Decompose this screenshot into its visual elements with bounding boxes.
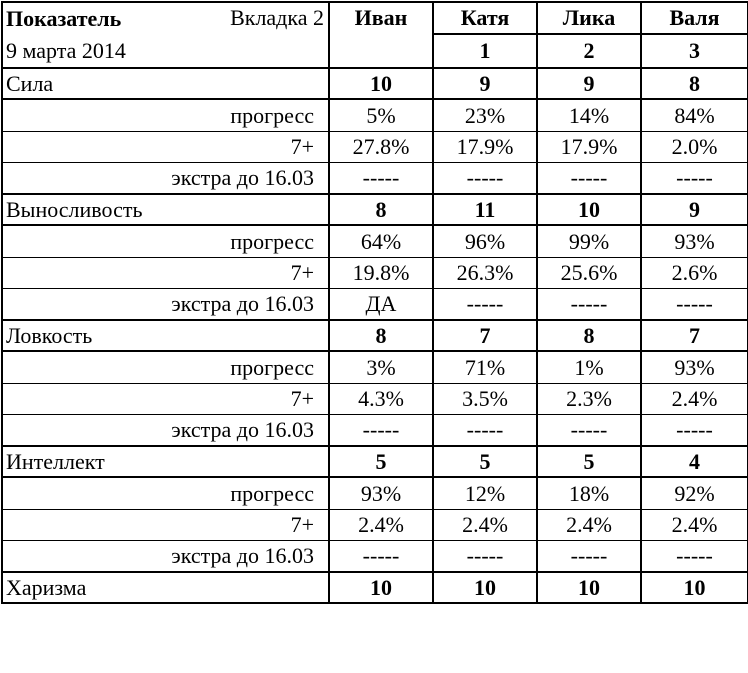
sub-row-value: 2.4% [641, 384, 748, 415]
group-name: Ловкость [2, 320, 329, 351]
group-row [2, 572, 748, 603]
group-value: 10 [537, 572, 641, 603]
sub-row-value: 14% [537, 99, 641, 132]
sub-row-value: 3.5% [433, 384, 537, 415]
group-row [2, 446, 748, 477]
stats-table [1, 1, 748, 604]
group-value: 7 [433, 320, 537, 351]
sub-row-value: ----- [641, 163, 748, 195]
sub-row-value: 93% [641, 225, 748, 258]
sub-row [2, 384, 748, 415]
group-row [2, 320, 748, 351]
group-row [2, 68, 748, 99]
group-value: 11 [433, 194, 537, 225]
group-value: 9 [433, 68, 537, 99]
sub-row [2, 163, 748, 195]
sub-row-value: 17.9% [537, 132, 641, 163]
group-name: Харизма [6, 574, 87, 600]
header-number-valya: 3 [641, 34, 748, 68]
sub-row-value: ----- [537, 163, 641, 195]
sub-row-value: ----- [433, 415, 537, 447]
sub-row-value: 27.8% [329, 132, 433, 163]
group-value: 9 [641, 194, 748, 225]
group-value: 5 [329, 446, 433, 477]
group-value: 10 [641, 572, 748, 603]
sub-row-value: ----- [329, 541, 433, 573]
sub-row-value: 25.6% [537, 258, 641, 289]
group-value: 8 [329, 320, 433, 351]
header-title-cell [2, 2, 329, 34]
sub-row-value: 93% [329, 477, 433, 510]
sub-row-label: экстра до 16.03 [2, 541, 329, 573]
sub-row [2, 477, 748, 510]
sub-row-value: 96% [433, 225, 537, 258]
group-name: Интеллект [2, 446, 329, 477]
sub-row-label: экстра до 16.03 [2, 163, 329, 195]
sub-row-value: 26.3% [433, 258, 537, 289]
group-value: 4 [641, 446, 748, 477]
sub-row [2, 132, 748, 163]
sub-row-label: прогресс [230, 480, 314, 506]
header-name-valya: Валя [641, 2, 748, 34]
sub-row-value: 18% [537, 477, 641, 510]
group-value: 10 [433, 572, 537, 603]
sub-row-value: ----- [641, 289, 748, 321]
header-number-lika: 2 [537, 34, 641, 68]
group-value: 5 [433, 446, 537, 477]
header-number-katya: 1 [433, 34, 537, 68]
sub-row-value: 17.9% [433, 132, 537, 163]
sub-row [2, 258, 748, 289]
sub-row-value: ----- [433, 289, 537, 321]
group-value: 5 [537, 446, 641, 477]
sub-row-value: 2.4% [641, 510, 748, 541]
sub-row [2, 541, 748, 573]
header-title: Показатель [6, 5, 122, 31]
sub-row-value: 23% [433, 99, 537, 132]
sub-row-value: ----- [433, 541, 537, 573]
sub-row-value: 5% [329, 99, 433, 132]
group-value: 8 [329, 194, 433, 225]
header-name-ivan: Иван [329, 2, 433, 68]
sub-row-value: 92% [641, 477, 748, 510]
group-value: 8 [641, 68, 748, 99]
sub-row-label: прогресс [230, 228, 314, 254]
sub-row-value: 99% [537, 225, 641, 258]
group-value: 10 [329, 68, 433, 99]
sub-row-label: экстра до 16.03 [2, 415, 329, 447]
sub-row-value: 84% [641, 99, 748, 132]
header-row-names [2, 2, 748, 34]
sub-row-value: 2.6% [641, 258, 748, 289]
sub-row-label: экстра до 16.03 [2, 289, 329, 321]
sub-row-value: 2.4% [433, 510, 537, 541]
sub-row [2, 289, 748, 321]
sub-row [2, 351, 748, 384]
sub-row-value: 2.0% [641, 132, 748, 163]
sub-row [2, 99, 748, 132]
sub-row-value: 71% [433, 351, 537, 384]
sub-row-value: ----- [329, 163, 433, 195]
sub-row-value: ----- [433, 163, 537, 195]
sub-row [2, 415, 748, 447]
sub-row-value: ----- [641, 415, 748, 447]
sub-row-value: ----- [537, 415, 641, 447]
group-value: 10 [537, 194, 641, 225]
header-name-lika: Лика [537, 2, 641, 34]
sub-row-value: 3% [329, 351, 433, 384]
sub-row [2, 225, 748, 258]
sub-row-label: 7+ [2, 510, 329, 541]
sub-row-value: 12% [433, 477, 537, 510]
sub-row-value: ДА [329, 289, 433, 321]
sub-row-value: 19.8% [329, 258, 433, 289]
sub-row-value: ----- [537, 289, 641, 321]
group-value: 7 [641, 320, 748, 351]
sub-row-value: 2.4% [537, 510, 641, 541]
sub-row-label: 7+ [2, 132, 329, 163]
header-tab: Вкладка 2 [230, 5, 324, 30]
sub-row-value: 93% [641, 351, 748, 384]
sub-row-value: ----- [329, 415, 433, 447]
sub-row-value: 4.3% [329, 384, 433, 415]
group-name: Сила [2, 68, 329, 99]
group-value: 9 [537, 68, 641, 99]
group-value: 8 [537, 320, 641, 351]
sub-row-value: 2.4% [329, 510, 433, 541]
group-name: Выносливость [2, 194, 329, 225]
sub-row-value: ----- [641, 541, 748, 573]
sub-row-label: 7+ [2, 258, 329, 289]
sub-row-label: прогресс [230, 102, 314, 128]
sub-row [2, 510, 748, 541]
sub-row-value: 2.3% [537, 384, 641, 415]
sub-row-value: 64% [329, 225, 433, 258]
header-date: 9 марта 2014 [2, 34, 329, 68]
stats-table-body [2, 2, 748, 603]
sub-row-value: 1% [537, 351, 641, 384]
group-row [2, 194, 748, 225]
sub-row-value: ----- [537, 541, 641, 573]
sub-row-label: 7+ [2, 384, 329, 415]
header-name-katya: Катя [433, 2, 537, 34]
sub-row-label: прогресс [230, 354, 314, 380]
group-value: 10 [329, 572, 433, 603]
